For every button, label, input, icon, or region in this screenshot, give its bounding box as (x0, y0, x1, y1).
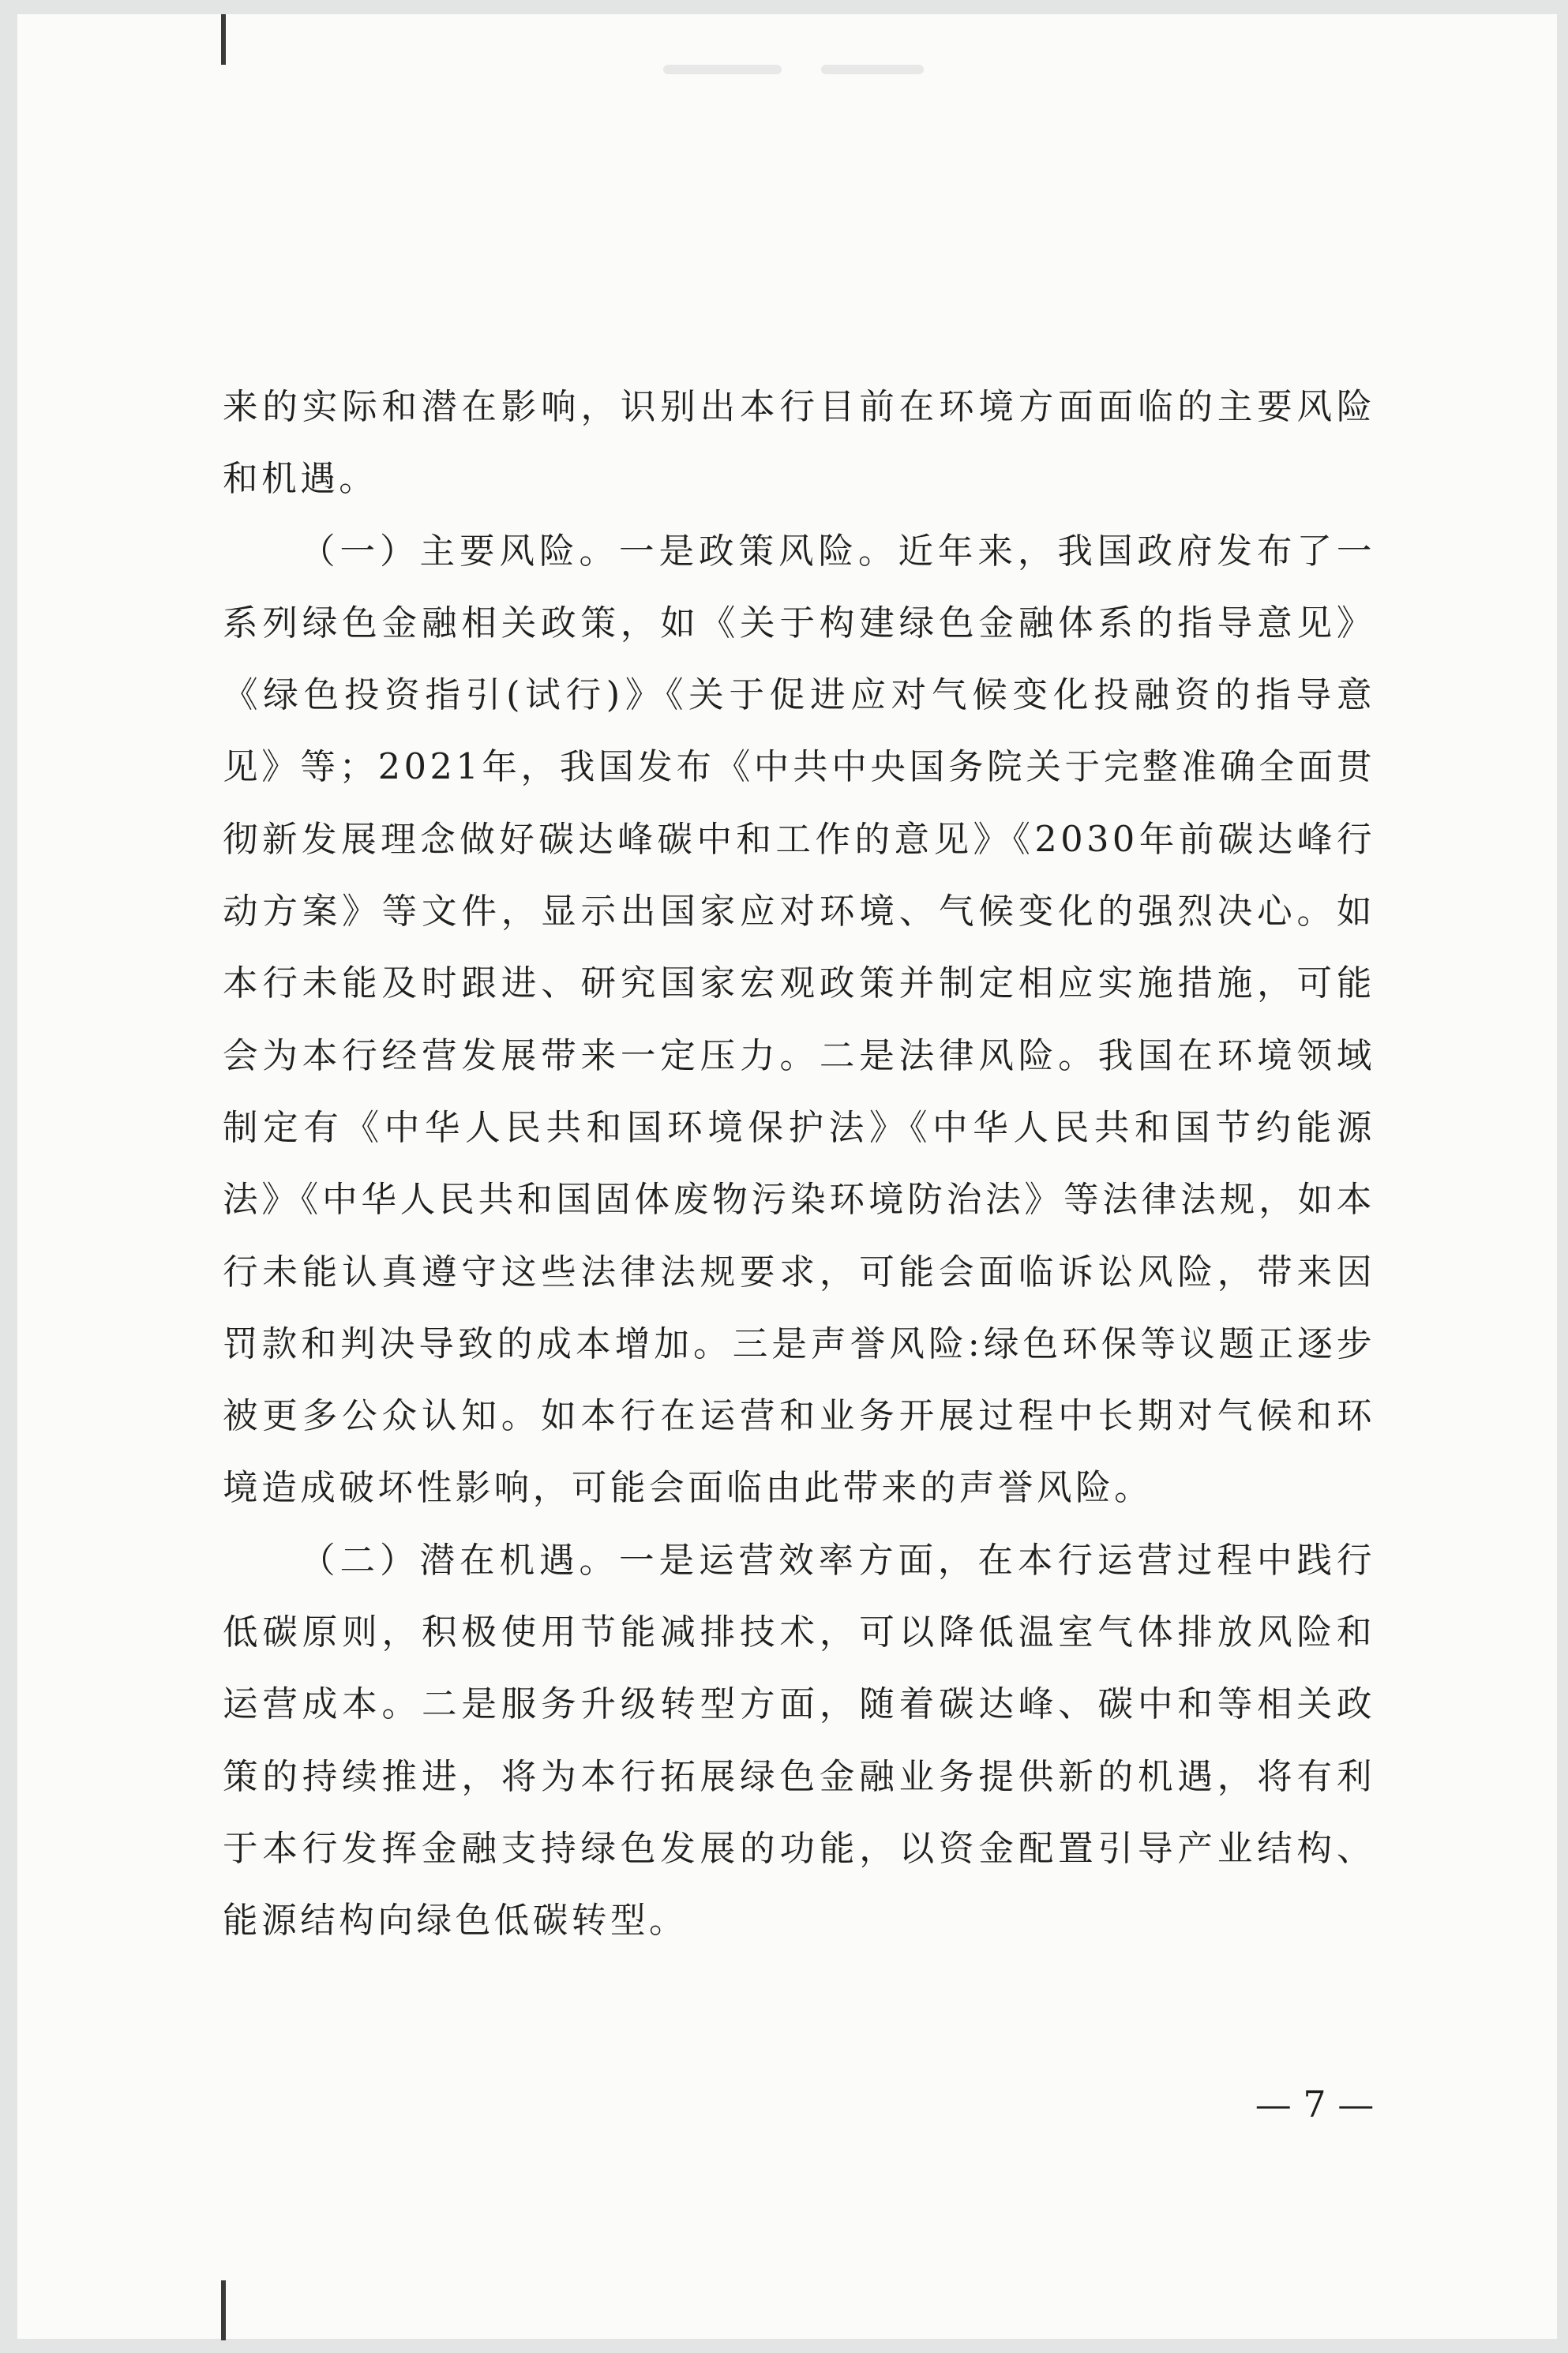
binding-mark-top (221, 14, 226, 65)
binding-mark-bottom (221, 2280, 226, 2340)
scan-smudge (663, 65, 782, 74)
paragraph-main-risks: （一）主要风险。一是政策风险。近年来，我国政府发布了一系列绿色金融相关政策，如《关于构建绿色金融体系的指导意见》《绿色投资指引(试行)》《关于促进应对气候变化投融资的指导意见》等；2021年，我国发布《中共中央国务院关于完整准确全面贯彻新发展理念做好碳达峰碳中和工作的意见》《2030年前碳达峰行动方案》等文件，显示出国家应对环境、气候变化的强烈决心。如本行未能及时跟进、研究国家宏观政策并制定相应实施措施，可能会为本行经营发展带来一定压力。二是法律风险。我国在环境领域制定有《中华人民共和国环境保护法》《中华人民共和国节约能源法》《中华人民共和国固体废物污染环境防治法》等法律法规，如本行未能认真遵守这些法律法规要求，可能会面临诉讼风险，带来因罚款和判决导致的成本增加。三是声誉风险:绿色环保等议题正逐步被更多公众认知。如本行在运营和业务开展过程中长期对气候和环境造成破坏性影响，可能会面临由此带来的声誉风险。 (223, 530, 1375, 1509)
scan-smudge (821, 65, 924, 74)
paragraph-continuation: 来的实际和潜在影响，识别出本行目前在环境方面面临的主要风险和机遇。 (223, 386, 1375, 500)
page-number: — 7 — (1255, 2083, 1375, 2126)
paragraph-potential-opportunities: （二）潜在机遇。一是运营效率方面，在本行运营过程中践行低碳原则，积极使用节能减排技术，可以降低温室气体排放风险和运营成本。二是服务升级转型方面，随着碳达峰、碳中和等相关政策的持续推进，将为本行拓展绿色金融业务提供新的机遇，将有利于本行发挥金融支持绿色发展的功能，以资金配置引导产业结构、能源结构向绿色低碳转型。 (223, 1539, 1375, 1942)
body-text (223, 371, 1375, 1957)
